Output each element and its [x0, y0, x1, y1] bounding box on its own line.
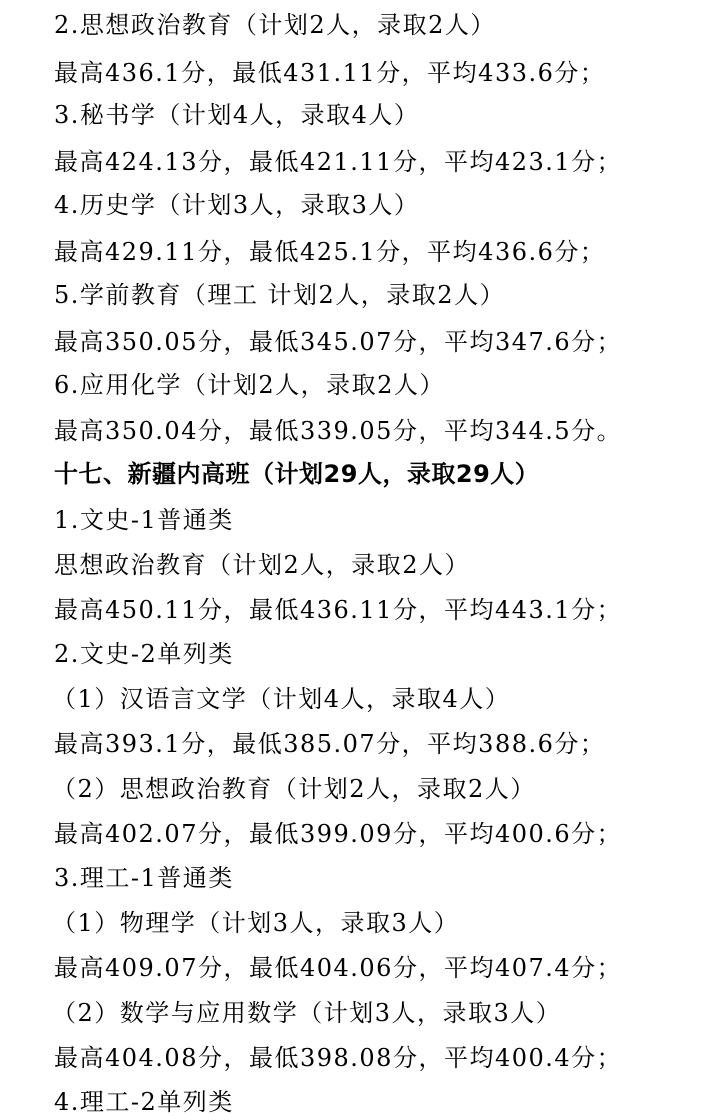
major-item-physics: （1）物理学（计划3人，录取3人） — [52, 909, 460, 937]
major-item-preschool-education: 5.学前教育（理工 计划2人，录取2人） — [54, 281, 506, 309]
section-heading-xinjiang-class: 十七、新疆内高班（计划29人，录取29人） — [54, 460, 540, 488]
major-item-political-education: （2）思想政治教育（计划2人，录取2人） — [52, 775, 536, 803]
major-item-political-education: 2.思想政治教育（计划2人，录取2人） — [54, 11, 496, 39]
score-line: 最高424.13分，最低421.11分，平均423.1分； — [54, 148, 623, 176]
score-line: 最高409.07分，最低404.06分，平均407.4分； — [54, 954, 623, 982]
score-line: 最高404.08分，最低398.08分，平均400.4分； — [54, 1044, 623, 1072]
major-item-applied-chemistry: 6.应用化学（计划2人，录取2人） — [54, 371, 445, 399]
score-line: 最高436.1分，最低431.11分，平均433.6分； — [54, 59, 606, 87]
category-heading: 2.文史-2单列类 — [54, 640, 234, 668]
category-heading: 1.文史-1普通类 — [54, 506, 234, 534]
category-heading: 4.理工-2单列类 — [54, 1088, 234, 1116]
major-item-political-education: 思想政治教育（计划2人，录取2人） — [54, 551, 471, 579]
score-line: 最高350.04分，最低339.05分，平均344.5分。 — [54, 417, 623, 445]
major-item-chinese-literature: （1）汉语言文学（计划4人，录取4人） — [52, 685, 511, 713]
score-line: 最高350.05分，最低345.07分，平均347.6分； — [54, 328, 623, 356]
score-line: 最高450.11分，最低436.11分，平均443.1分； — [54, 596, 623, 624]
major-item-history: 4.历史学（计划3人，录取3人） — [54, 191, 420, 219]
score-line: 最高429.11分，最低425.1分，平均436.6分； — [54, 238, 606, 266]
major-item-secretarial-studies: 3.秘书学（计划4人，录取4人） — [54, 101, 420, 129]
category-heading: 3.理工-1普通类 — [54, 864, 234, 892]
score-line: 最高402.07分，最低399.09分，平均400.6分； — [54, 820, 623, 848]
score-line: 最高393.1分，最低385.07分，平均388.6分； — [54, 730, 606, 758]
major-item-mathematics: （2）数学与应用数学（计划3人，录取3人） — [52, 999, 562, 1027]
